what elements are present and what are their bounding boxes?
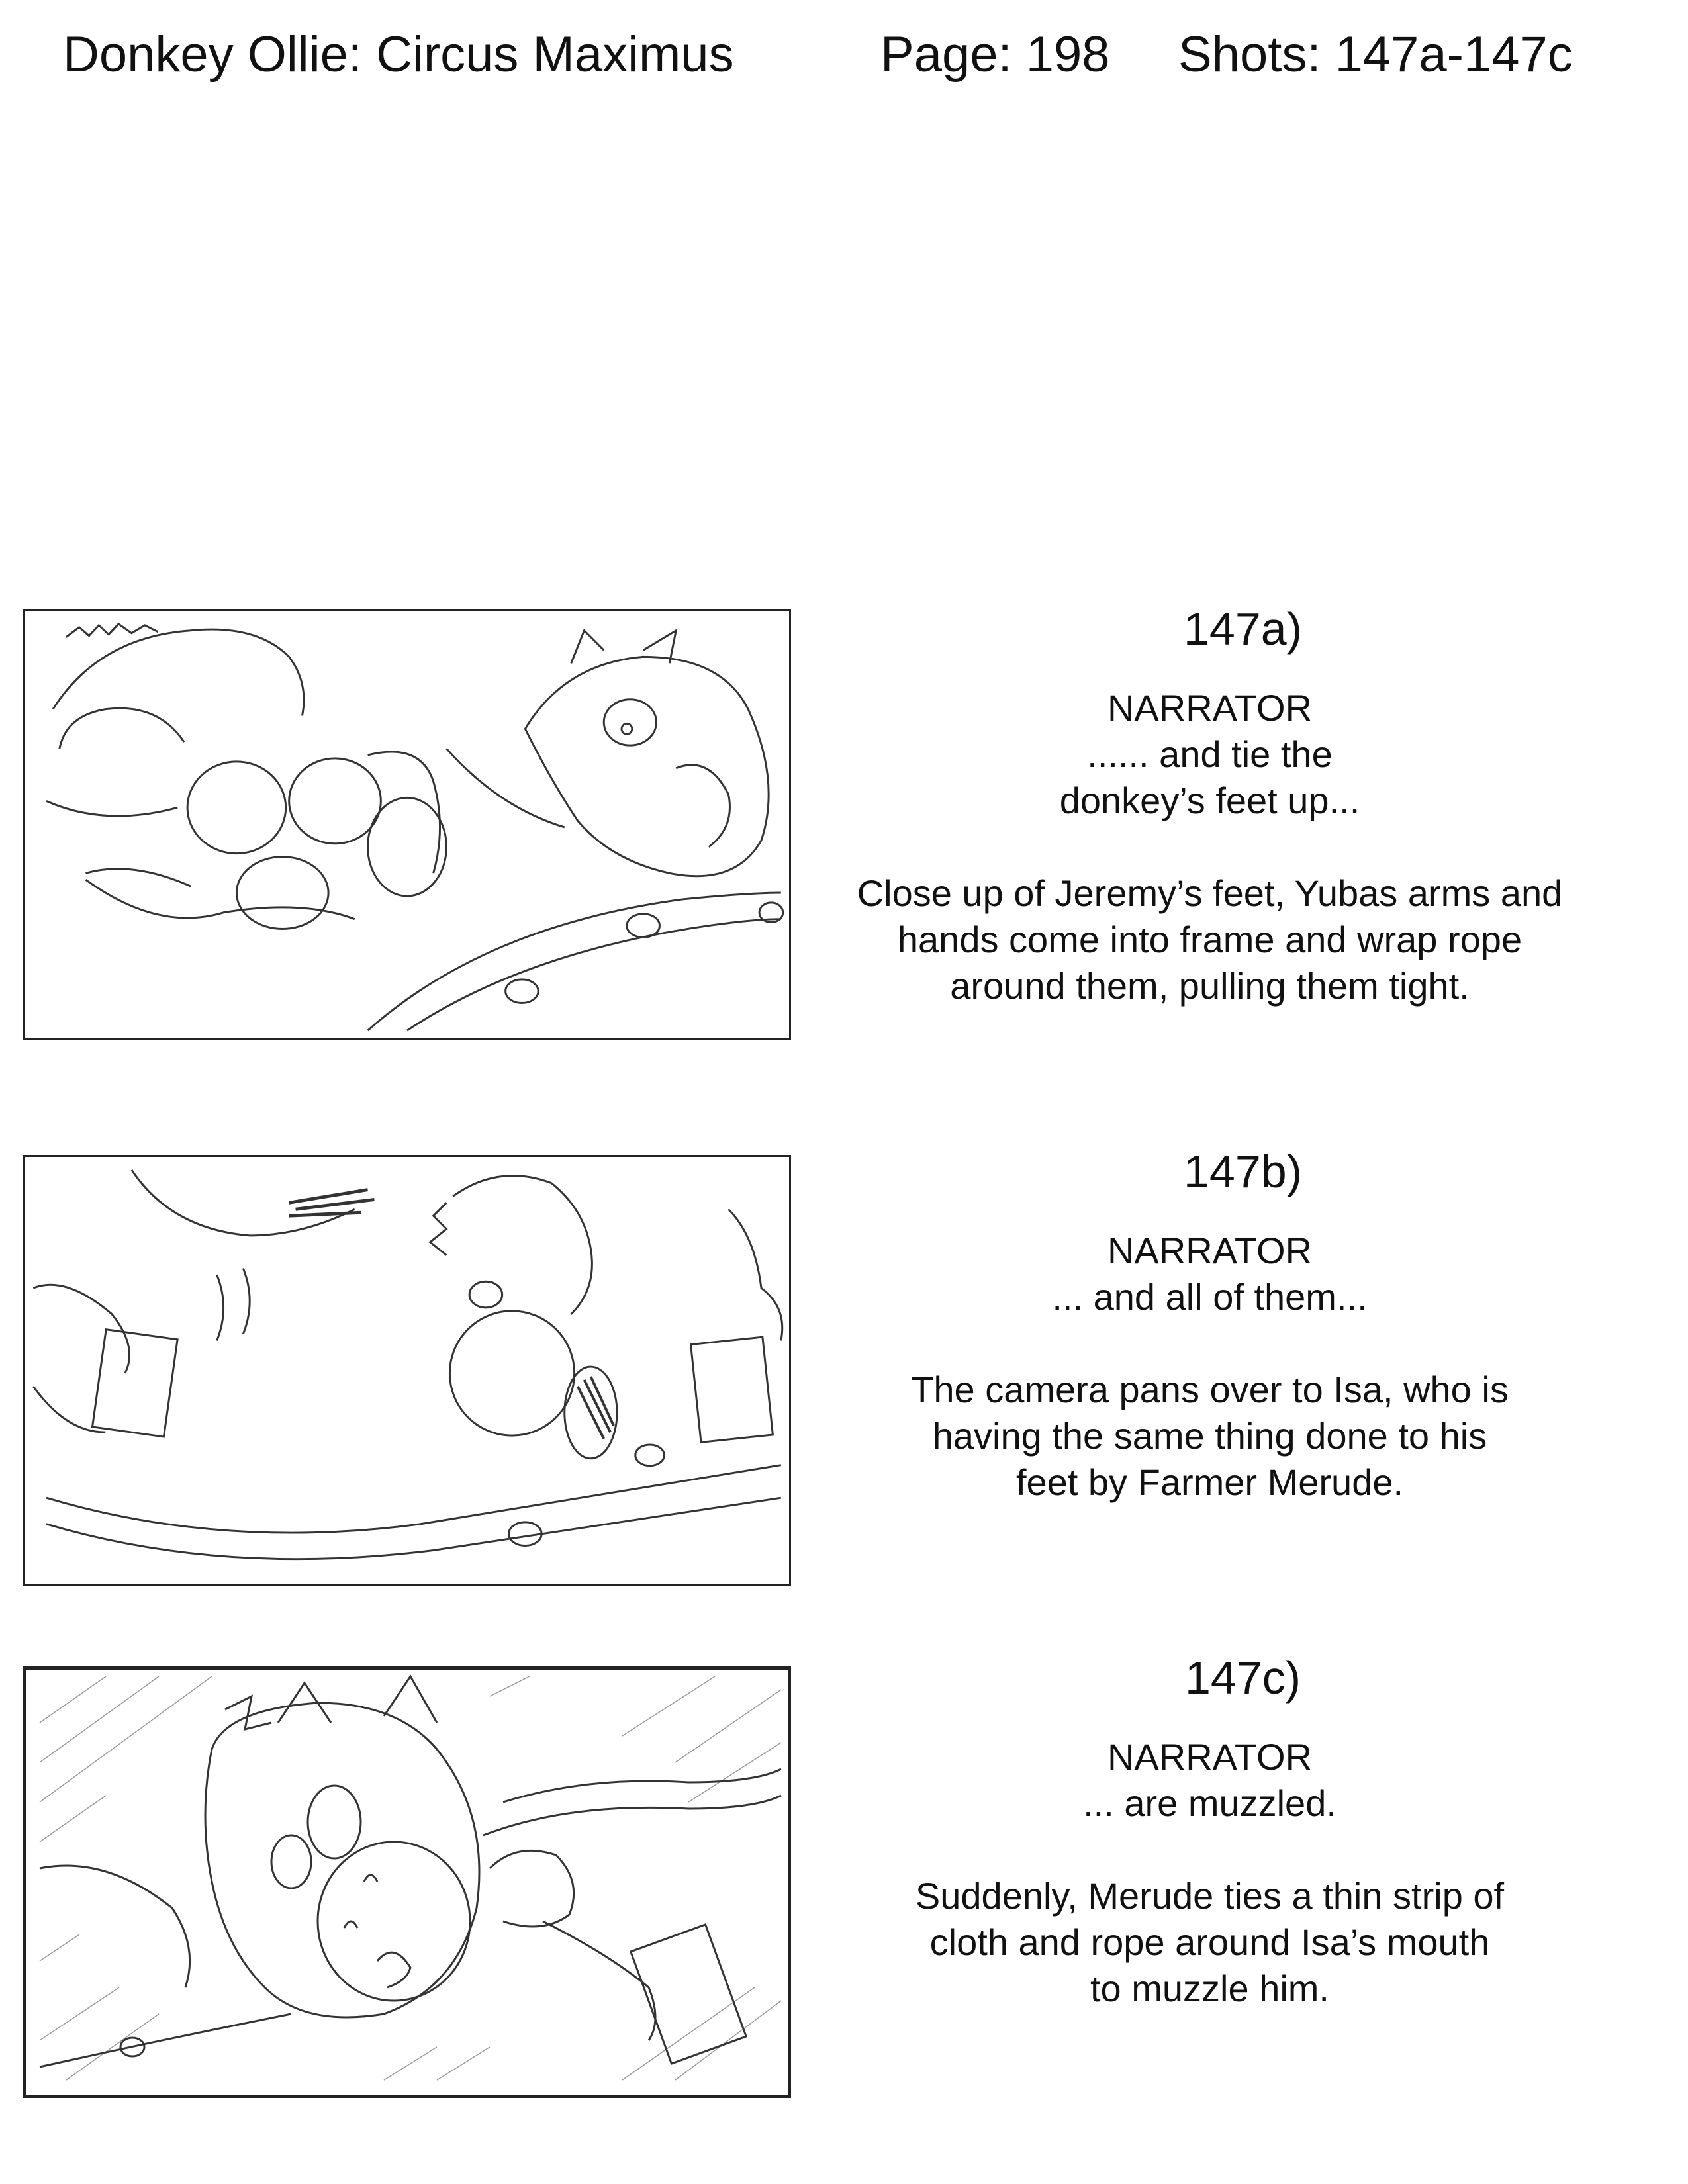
character-name: NARRATOR — [1107, 1230, 1313, 1271]
sketch-muzzle — [26, 1670, 788, 2095]
storyboard-frame-147b — [23, 1155, 791, 1586]
character-name: NARRATOR — [1107, 687, 1313, 729]
storyboard-frame-147a — [23, 609, 791, 1040]
sketch-feet-tied — [25, 611, 789, 1038]
page-number: Page: 198 — [880, 26, 1110, 83]
shot-description-147a — [804, 599, 1615, 1009]
shot-range: Shots: 147a-147c — [1178, 26, 1573, 83]
shot-label: 147c) — [1184, 1652, 1301, 1704]
action-description: Suddenly, Merude ties a thin strip of cloth and rope around Isa’s mouth to muzzle him. — [915, 1875, 1505, 2009]
sketch-camera-pan-isa — [25, 1157, 789, 1584]
character-name: NARRATOR — [1107, 1736, 1313, 1778]
dialogue-line: ... and all of them... — [1052, 1276, 1368, 1318]
action-description: The camera pans over to Isa, who is having the same thing done to his feet by Farmer Merude. — [911, 1369, 1509, 1503]
shot-description-147b — [804, 1142, 1615, 1506]
storyboard-title: Donkey Ollie: Circus Maximus — [63, 26, 734, 83]
shot-description-147c — [804, 1648, 1615, 2012]
dialogue-line: ... are muzzled. — [1083, 1782, 1336, 1824]
shot-label: 147a) — [1183, 603, 1303, 655]
storyboard-frame-147c — [23, 1666, 791, 2098]
action-description: Close up of Jeremy’s feet, Yubas arms and hands come into frame and wrap rope around them, pulling them tight. — [857, 872, 1563, 1007]
dialogue-line: ...... and tie the donkey’s feet up... — [1059, 733, 1360, 821]
shot-label: 147b) — [1183, 1146, 1303, 1197]
